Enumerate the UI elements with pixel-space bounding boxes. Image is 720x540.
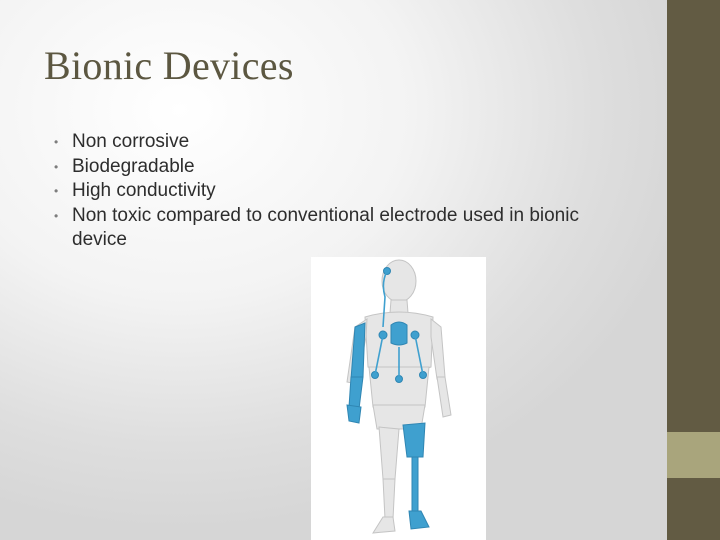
slide-title: Bionic Devices [44, 43, 294, 88]
bullet-dot: • [54, 159, 59, 174]
bullet-list [48, 130, 638, 253]
bullet-item [48, 155, 638, 180]
bullet-item [48, 130, 638, 155]
bullet-item [48, 179, 638, 204]
bullet-item [48, 204, 638, 253]
bionic-human-figure-icon [311, 257, 486, 540]
bullet-dot: • [54, 208, 59, 223]
bullet-text: High conductivity [72, 180, 216, 201]
bullet-text: Non toxic compared to conventional electrode used in bionic device [72, 204, 579, 250]
bullet-text: Non corrosive [72, 131, 190, 152]
bullet-dot: • [54, 184, 59, 198]
figure-panel [311, 257, 486, 540]
bullet-dot: • [54, 135, 59, 149]
bullet-text: Biodegradable [72, 155, 195, 177]
side-bar-accent [667, 432, 720, 478]
